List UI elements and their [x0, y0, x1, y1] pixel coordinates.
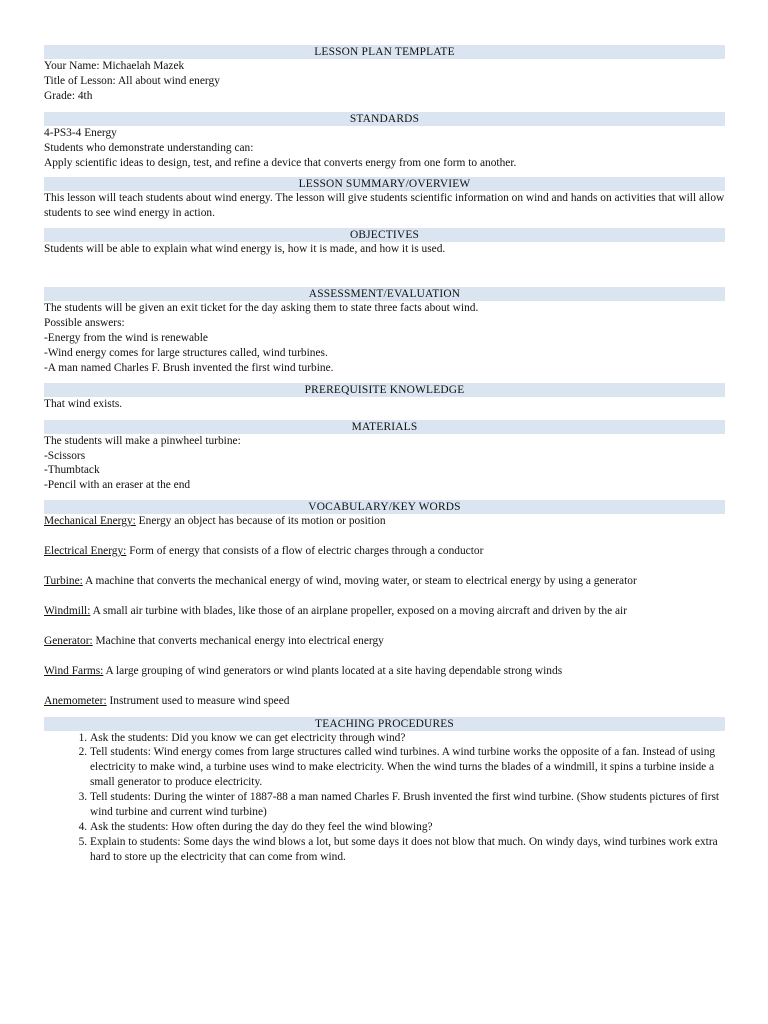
- vocab-term: Wind Farms:: [44, 664, 104, 677]
- vocab-definition: Machine that converts mechanical energy into electrical energy: [92, 634, 384, 647]
- vocab-item: [44, 574, 725, 589]
- lesson-plan-document: [44, 45, 725, 865]
- vocab-item: [44, 634, 725, 649]
- vocab-definition: A small air turbine with blades, like those of an airplane propeller, exposed on a moving aircraft and driven by the air: [90, 604, 628, 617]
- vocab-item: [44, 664, 725, 679]
- assessment-line: -Wind energy comes for large structures called, wind turbines.: [44, 346, 328, 359]
- vocab-item: [44, 604, 725, 619]
- summary-text: This lesson will teach students about wind energy. The lesson will give students scientific information on wind and hands on activities that will allow students to see wind energy in action.: [44, 192, 725, 220]
- section-heading-objectives: OBJECTIVES: [44, 228, 725, 242]
- section-heading-vocabulary: VOCABULARY/KEY WORDS: [44, 500, 725, 514]
- vocab-term: Generator:: [44, 634, 93, 647]
- procedure-step: 2. Tell students: Wind energy comes from large structures called wind turbines. A wind turbine works the opposite of a fan. Instead of using electricity to make wind, a turbine uses wind to make electricity. When the wind turns the blades of a windmill, it spins a turbine inside a small generator to produce electricity.: [90, 745, 725, 790]
- procedure-step: 4. Ask the students: How often during the day do they feel the wind blowing?: [90, 820, 725, 835]
- procedure-step: 1. Ask the students: Did you know we can get electricity through wind?: [90, 731, 725, 746]
- standard-intro: Students who demonstrate understanding can:: [44, 141, 254, 154]
- procedure-step: 3. Tell students: During the winter of 1887-88 a man named Charles F. Brush invented the first wind turbine. (Show students pictures of first wind turbine and current wind turbine): [90, 790, 725, 820]
- vocab-definition: A machine that converts the mechanical energy of wind, moving water, or steam to electrical energy by using a generator: [82, 575, 637, 588]
- vocab-definition: Instrument used to measure wind speed: [106, 694, 290, 707]
- vocab-term: Mechanical Energy:: [44, 515, 136, 528]
- vocab-item: [44, 544, 725, 559]
- vocab-definition: Form of energy that consists of a flow of electric charges through a conductor: [126, 545, 484, 558]
- procedure-list: [44, 731, 725, 865]
- assessment-line: -Energy from the wind is renewable: [44, 331, 208, 344]
- vocab-item: [44, 694, 725, 709]
- materials-line: -Pencil with an eraser at the end: [44, 479, 191, 492]
- prerequisite-text: That wind exists.: [44, 397, 123, 410]
- vocab-term: Turbine:: [44, 575, 83, 588]
- assessment-line: -A man named Charles F. Brush invented the first wind turbine.: [44, 361, 334, 374]
- vocab-definition: Energy an object has because of its motion or position: [135, 515, 386, 528]
- assessment-line: Possible answers:: [44, 317, 125, 330]
- vocab-item: [44, 514, 725, 529]
- teacher-name: Your Name: Michaelah Mazek: [44, 60, 185, 72]
- materials-line: -Scissors: [44, 449, 86, 462]
- vocab-term: Windmill:: [44, 604, 91, 617]
- section-heading-procedures: TEACHING PROCEDURES: [44, 717, 725, 731]
- section-heading-materials: MATERIALS: [44, 420, 725, 434]
- vocab-definition: A large grouping of wind generators or wind plants located at a site having dependable strong winds: [103, 664, 563, 677]
- materials-line: The students will make a pinwheel turbine:: [44, 434, 241, 447]
- section-heading-summary: LESSON SUMMARY/OVERVIEW: [44, 177, 725, 191]
- standard-code: 4-PS3-4 Energy: [44, 126, 117, 139]
- section-heading-standards: STANDARDS: [44, 112, 725, 126]
- objectives-text: Students will be able to explain what wind energy is, how it is made, and how it is used.: [44, 243, 446, 256]
- grade-level: Grade: 4th: [44, 89, 93, 102]
- lesson-title: Title of Lesson: All about wind energy: [44, 74, 220, 87]
- procedure-step: 5. Explain to students: Some days the wind blows a lot, but some days it does not blow that much. On windy days, wind turbines work extra hard to store up the electricity that can come from wind.: [90, 835, 725, 865]
- standard-text: Apply scientific ideas to design, test, and refine a device that converts energy from one form to another.: [44, 156, 517, 169]
- section-heading-assessment: ASSESSMENT/EVALUATION: [44, 287, 725, 301]
- vocab-term: Anemometer:: [44, 694, 107, 707]
- section-heading-prerequisite: PREREQUISITE KNOWLEDGE: [44, 383, 725, 397]
- assessment-line: The students will be given an exit ticket for the day asking them to state three facts about wind.: [44, 302, 479, 315]
- section-heading-lesson-plan: LESSON PLAN TEMPLATE: [44, 45, 725, 59]
- vocab-term: Electrical Energy:: [44, 545, 127, 558]
- materials-line: -Thumbtack: [44, 464, 100, 477]
